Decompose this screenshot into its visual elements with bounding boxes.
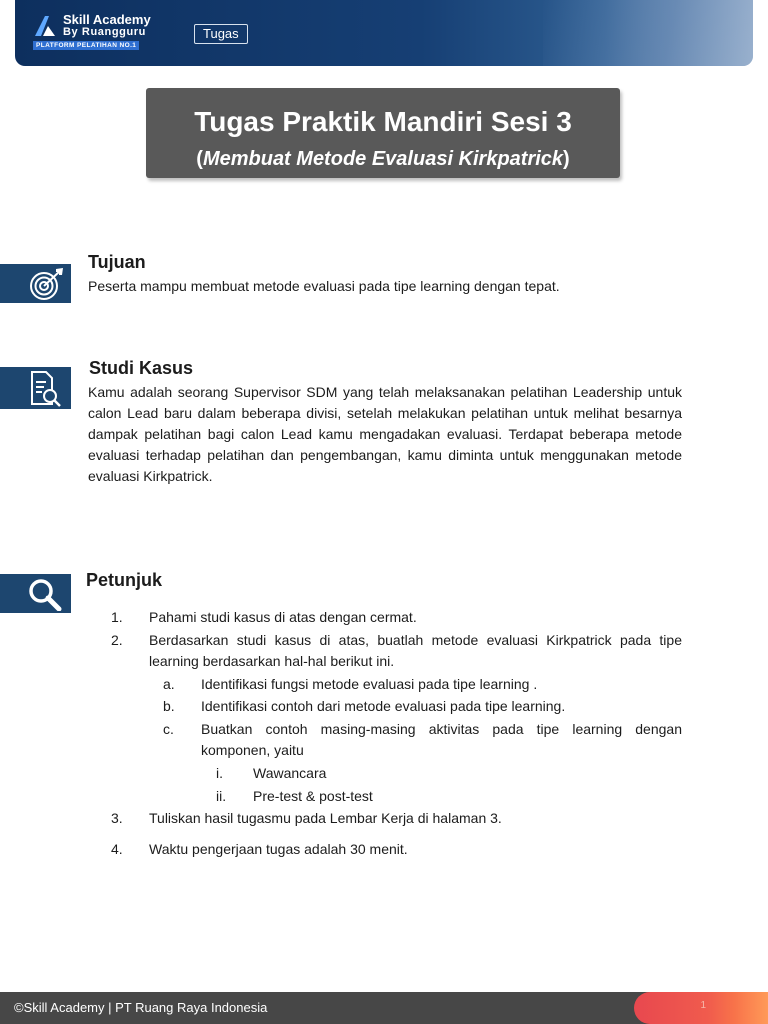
list-item-roman: ii.: [216, 788, 227, 804]
list-item-number: 4.: [111, 841, 123, 857]
list-item-letter: b.: [163, 698, 175, 714]
list-item: Wawancara: [253, 765, 327, 781]
logo-mark-icon: [33, 14, 57, 38]
list-item-letter: c.: [163, 721, 174, 737]
studi-kasus-heading: Studi Kasus: [89, 358, 194, 378]
petunjuk-icon-block: [0, 574, 71, 613]
header-banner: [15, 0, 753, 66]
list-item-number: 3.: [111, 810, 123, 826]
list-item-number: 1.: [111, 609, 123, 625]
magnifier-icon: [26, 577, 66, 611]
target-icon: [26, 267, 66, 301]
list-item-number: 2.: [111, 632, 123, 648]
tujuan-heading: Tujuan: [88, 252, 146, 272]
subtitle-close-paren: ): [563, 148, 570, 170]
document-search-icon: [26, 370, 66, 408]
page-subtitle: [146, 148, 620, 171]
subtitle-open-paren: (: [196, 148, 203, 170]
list-item: Identifikasi fungsi metode evaluasi pada tipe learning .: [201, 676, 538, 692]
list-item: Buatkan contoh masing-masing aktivitas pada tipe learning dengan komponen, yaitu: [201, 721, 682, 758]
studi-kasus-icon-block: [0, 367, 71, 409]
list-item-roman: i.: [216, 765, 223, 781]
footer-copyright: ©Skill Academy | PT Ruang Raya Indonesia: [14, 1000, 268, 1015]
studi-kasus-text: Kamu adalah seorang Supervisor SDM yang telah melaksanakan pelatihan Leadership untuk calon Lead baru dalam beberapa divisi, setelah melakukan pelatihan untuk melihat besarnya dampak pelatihan bagi calon Lead kamu mengadakan evaluasi. Terdapat beberapa metode evaluasi terhadap pelatihan dan pengembangan, kamu diminta untuk menggunakan metode evaluasi Kirkpatrick.: [88, 384, 682, 484]
footer: [0, 992, 768, 1024]
list-item: Pahami studi kasus di atas dengan cermat.: [149, 609, 417, 625]
list-item: Identifikasi contoh dari metode evaluasi pada tipe learning.: [201, 698, 566, 714]
brand-subtitle: By Ruangguru: [63, 26, 146, 38]
page-number: 1: [700, 1000, 706, 1011]
list-item: Waktu pengerjaan tugas adalah 30 menit.: [149, 841, 408, 857]
skill-academy-logo: [33, 12, 183, 54]
list-item: Pre-test & post-test: [253, 788, 373, 804]
list-item: Tuliskan hasil tugasmu pada Lembar Kerja di halaman 3.: [149, 810, 502, 826]
tugas-tag: Tugas: [194, 24, 248, 44]
tujuan-icon-block: [0, 264, 71, 303]
tujuan-text: Peserta mampu membuat metode evaluasi pada tipe learning dengan tepat.: [88, 278, 560, 294]
brand-tagline: PLATFORM PELATIHAN NO.1: [33, 41, 139, 50]
page-title: Tugas Praktik Mandiri Sesi 3: [194, 106, 572, 137]
brand-name: Skill Academy: [63, 12, 151, 27]
footer-accent: [634, 992, 768, 1024]
list-item: Berdasarkan studi kasus di atas, buatlah metode evaluasi Kirkpatrick pada tipe learning berdasarkan hal-hal berikut ini.: [149, 632, 682, 669]
subtitle-text: Membuat Metode Evaluasi Kirkpatrick: [202, 148, 564, 170]
petunjuk-heading: Petunjuk: [86, 570, 163, 590]
title-box: [146, 88, 620, 178]
banner-photo: [543, 0, 753, 66]
list-item-letter: a.: [163, 676, 175, 692]
